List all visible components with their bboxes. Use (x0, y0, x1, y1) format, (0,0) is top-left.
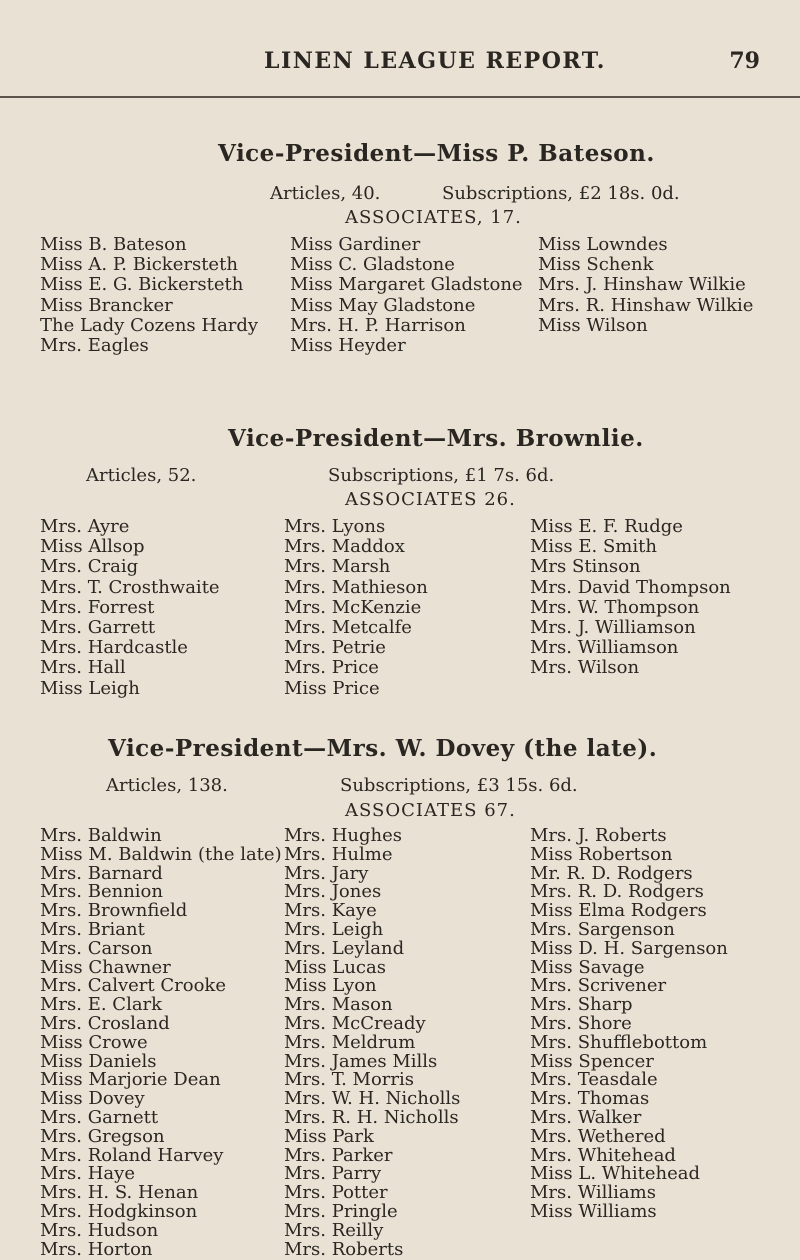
associate-name: Mrs. McCready (284, 1012, 426, 1034)
associate-name: Mrs. Reilly (284, 1219, 384, 1241)
associate-name: Miss Gardiner (290, 234, 421, 255)
associate-name: Mrs. Bennion (40, 881, 163, 903)
associate-name: Mrs. E. Clark (40, 994, 163, 1016)
associate-name: Mrs. Metcalfe (284, 617, 412, 639)
name-column-1 (40, 827, 282, 1259)
associate-name: Mrs. David Thompson (530, 576, 731, 598)
associate-name: Miss Dovey (40, 1088, 145, 1110)
associate-name: Mrs. Meldrum (284, 1031, 416, 1053)
articles-count: Articles, 40. (270, 183, 381, 204)
associate-name: Miss E. G. Bickersteth (40, 274, 244, 296)
associate-name: Miss May Gladstone (290, 294, 476, 316)
associate-name: Mrs. Mathieson (284, 576, 428, 598)
associate-name: Mrs. Roberts (284, 1238, 404, 1260)
name-column-1 (40, 235, 258, 356)
associate-name: Mrs Stinson (530, 556, 641, 578)
associate-name: Mrs. Williamson (530, 637, 679, 659)
associate-name: Miss Williams (530, 1200, 657, 1222)
associate-name: Miss Marjorie Dean (40, 1069, 221, 1091)
associate-name: Mrs. Teasdale (530, 1069, 658, 1091)
associate-name: Miss Park (284, 1125, 374, 1147)
page-number: 79 (729, 48, 760, 74)
associates-count: ASSOCIATES 26. (345, 489, 516, 510)
associate-name: Mrs. Parry (284, 1163, 382, 1185)
associate-name: Mrs. J. Roberts (530, 825, 667, 846)
associate-name: Mrs. Calvert Crooke (40, 975, 226, 997)
associate-name: Mrs. H. S. Henan (40, 1182, 199, 1204)
associate-name: Mrs. Baldwin (40, 825, 162, 846)
associate-name: Mrs. W. Thompson (530, 596, 700, 618)
associate-name: Mrs. Scrivener (530, 975, 667, 997)
associate-name: Mrs. Shore (530, 1012, 632, 1034)
associate-name: Mrs. Jary (284, 862, 369, 884)
associate-name: Mrs. McKenzie (284, 596, 422, 618)
associate-name: Miss Daniels (40, 1050, 157, 1072)
associate-name: Miss Elma Rodgers (530, 900, 707, 922)
associate-name: Mrs. Walker (530, 1106, 642, 1128)
associate-name: Mrs. Lyons (284, 516, 386, 537)
associate-name: Miss Crowe (40, 1031, 148, 1053)
associate-name: Mrs. Carson (40, 937, 153, 959)
associate-name: Mrs. Ayre (40, 516, 130, 537)
associate-name: Miss D. H. Sargenson (530, 937, 728, 959)
associate-name: Miss E. Smith (530, 536, 657, 558)
associate-name: Mrs. Hughes (284, 825, 403, 846)
associate-name: Mrs. Mason (284, 994, 393, 1016)
associate-name: Mrs. Roland Harvey (40, 1144, 224, 1166)
name-column-1 (40, 517, 220, 699)
page-header (0, 48, 800, 84)
associate-name: Mrs. R. H. Nicholls (284, 1106, 459, 1128)
associate-name: Miss M. Baldwin (the late) (40, 843, 282, 865)
associate-name: Miss Margaret Gladstone (290, 274, 523, 296)
associate-name: Mrs. Williams (530, 1182, 656, 1204)
associate-name: Mr. R. D. Rodgers (530, 862, 693, 884)
associate-name: Mrs. Haye (40, 1163, 135, 1185)
associate-name: Mrs. Price (284, 657, 379, 679)
associate-name: Mrs. T. Morris (284, 1069, 414, 1091)
associate-name: Mrs. H. P. Harrison (290, 314, 466, 336)
associate-name: Mrs. R. Hinshaw Wilkie (538, 294, 754, 316)
associate-name: Mrs. Petrie (284, 637, 386, 659)
name-column-2 (284, 517, 428, 699)
associate-name: Mrs. Marsh (284, 556, 391, 578)
associate-name: Mrs. Parker (284, 1144, 393, 1166)
header-rule (0, 96, 800, 98)
associate-name: Mrs. Briant (40, 918, 145, 940)
associate-name: Mrs. Gregson (40, 1125, 165, 1147)
associate-name: Mrs. Sharp (530, 994, 633, 1016)
running-title: LINEN LEAGUE REPORT. (264, 48, 606, 74)
subscriptions-total: Subscriptions, £3 15s. 6d. (340, 775, 578, 796)
associate-name: Mrs. Sargenson (530, 918, 675, 940)
section-title: Vice-President—Miss P. Bateson. (218, 140, 655, 167)
name-column-2 (290, 235, 523, 356)
associate-name: Miss Heyder (290, 335, 406, 357)
subscriptions-total: Subscriptions, £1 7s. 6d. (328, 465, 555, 486)
associate-name: Mrs. James Mills (284, 1050, 438, 1072)
associate-name: Miss E. F. Rudge (530, 516, 683, 537)
associate-name: Mrs. Potter (284, 1182, 388, 1204)
name-column-3 (538, 235, 753, 336)
associate-name: Miss Leigh (40, 677, 140, 699)
associate-name: The Lady Cozens Hardy (40, 314, 259, 336)
associate-name: Mrs. Eagles (40, 335, 149, 357)
associate-name: Mrs. Hall (40, 657, 126, 679)
associate-name: Miss A. P. Bickersteth (40, 254, 238, 276)
associate-name: Mrs. Shufflebottom (530, 1031, 708, 1053)
associate-name: Mrs. Forrest (40, 596, 155, 618)
associate-name: Miss Brancker (40, 294, 173, 316)
associate-name: Miss Lowndes (538, 234, 668, 255)
associate-name: Miss Allsop (40, 536, 145, 558)
associate-name: Miss L. Whitehead (530, 1163, 701, 1185)
associate-name: Miss Robertson (530, 843, 673, 865)
associate-name: Mrs. Crosland (40, 1012, 170, 1034)
associate-name: Mrs. Barnard (40, 862, 163, 884)
subscriptions-total: Subscriptions, £2 18s. 0d. (442, 183, 680, 204)
associate-name: Mrs. Thomas (530, 1088, 650, 1110)
associate-name: Mrs. Wilson (530, 657, 640, 679)
associate-name: Mrs. J. Williamson (530, 617, 696, 639)
associate-name: Mrs. T. Crosthwaite (40, 576, 220, 598)
section-title: Vice-President—Mrs. W. Dovey (the late). (108, 735, 658, 762)
associate-name: Miss C. Gladstone (290, 254, 455, 276)
associate-name: Mrs. Pringle (284, 1200, 398, 1222)
associate-name: Miss Chawner (40, 956, 171, 978)
associate-name: Mrs. R. D. Rodgers (530, 881, 704, 903)
associates-count: ASSOCIATES, 17. (345, 207, 522, 228)
associate-name: Mrs. Horton (40, 1238, 153, 1260)
associate-name: Mrs. Wethered (530, 1125, 666, 1147)
associate-name: Mrs. Brownfield (40, 900, 188, 922)
section-title: Vice-President—Mrs. Brownlie. (228, 425, 644, 452)
name-column-3 (530, 827, 728, 1222)
associate-name: Mrs. Jones (284, 881, 382, 903)
associate-name: Mrs. Maddox (284, 536, 405, 558)
articles-count: Articles, 52. (86, 465, 197, 486)
associate-name: Mrs. Hardcastle (40, 637, 188, 659)
associate-name: Miss Spencer (530, 1050, 654, 1072)
associate-name: Mrs. Garnett (40, 1106, 159, 1128)
associate-name: Mrs. Leyland (284, 937, 405, 959)
associate-name: Miss B. Bateson (40, 234, 187, 255)
associate-name: Mrs. Garrett (40, 617, 156, 639)
associate-name: Mrs. Hudson (40, 1219, 159, 1241)
associate-name: Mrs. Whitehead (530, 1144, 676, 1166)
associate-name: Mrs. W. H. Nicholls (284, 1088, 461, 1110)
associate-name: Mrs. Craig (40, 556, 139, 578)
associate-name: Mrs. Leigh (284, 918, 384, 940)
associate-name: Miss Lucas (284, 956, 386, 978)
name-column-2 (284, 827, 460, 1259)
associate-name: Miss Price (284, 677, 380, 699)
associate-name: Miss Savage (530, 956, 645, 978)
associate-name: Mrs. J. Hinshaw Wilkie (538, 274, 746, 296)
associate-name: Mrs. Kaye (284, 900, 377, 922)
articles-count: Articles, 138. (106, 775, 228, 796)
associates-count: ASSOCIATES 67. (345, 800, 516, 821)
name-column-3 (530, 517, 731, 679)
associate-name: Miss Wilson (538, 314, 648, 336)
associate-name: Miss Lyon (284, 975, 377, 997)
associate-name: Miss Schenk (538, 254, 654, 276)
associate-name: Mrs. Hulme (284, 843, 393, 865)
associate-name: Mrs. Hodgkinson (40, 1200, 198, 1222)
